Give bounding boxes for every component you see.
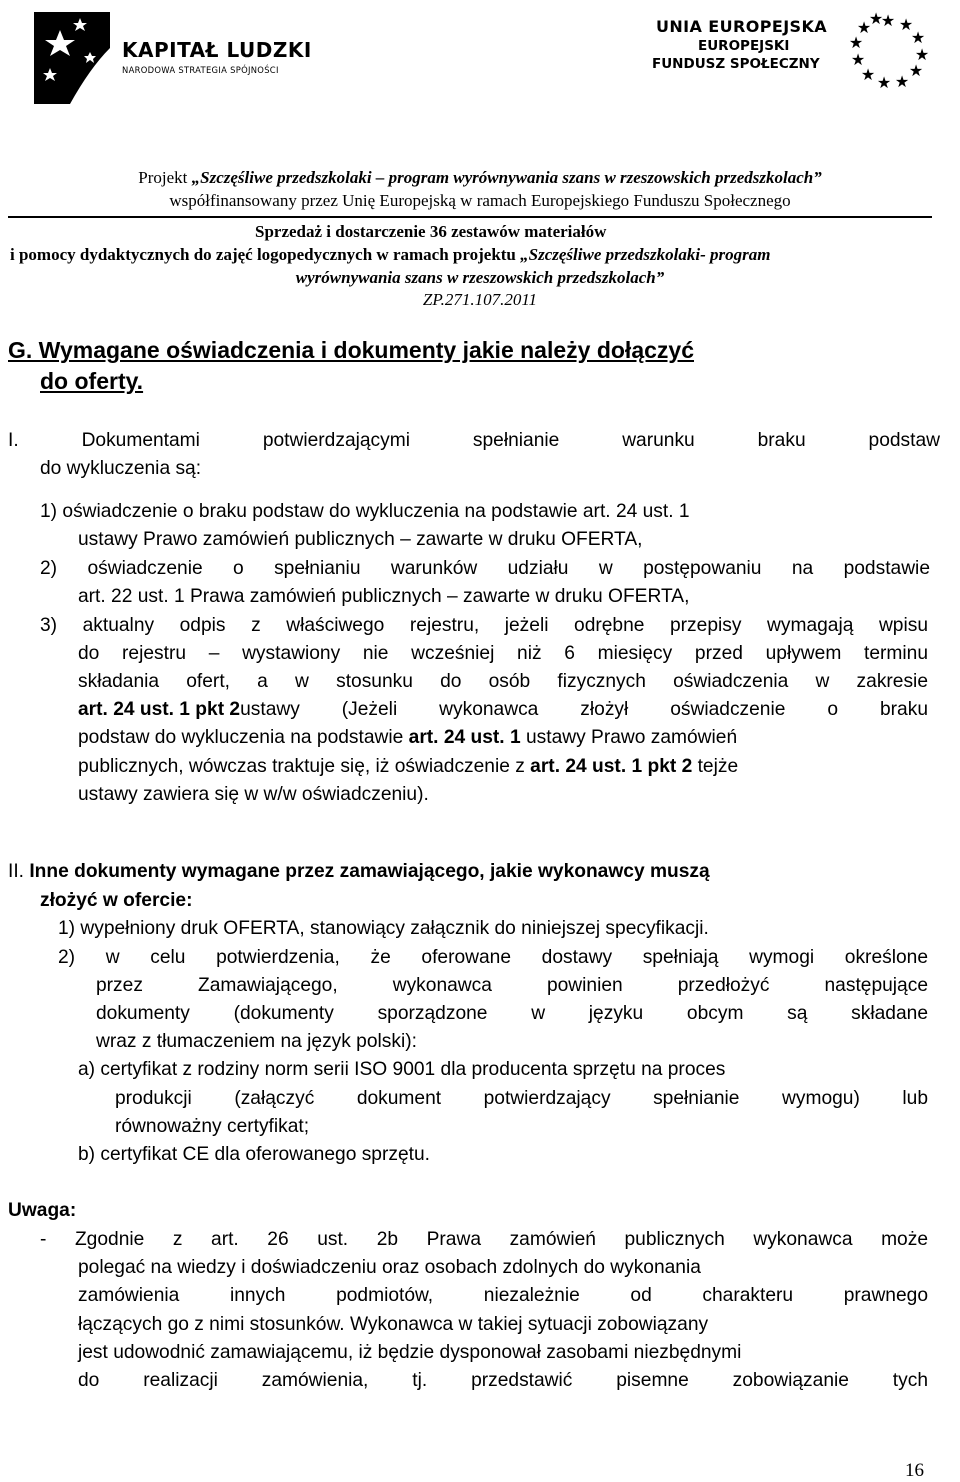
svg-text:★: ★ (848, 33, 864, 52)
svg-text:★: ★ (908, 61, 924, 80)
svg-text:★: ★ (910, 28, 926, 47)
part2-item2a-line3: równoważny certyfikat; (115, 1116, 310, 1137)
part2-item2-line4: wraz z tłumaczeniem na język polski): (96, 1031, 417, 1052)
svg-text:★: ★ (880, 11, 896, 30)
note-line6: do realizacji zamówienia, tj. przedstawić pisemne zobowiązanie tych (78, 1370, 928, 1391)
kapital-ludzki-logo (30, 8, 330, 108)
part1-item3-line4-text: ustawy (Jeżeli wykonawca złożył oświadczenie o braku (240, 699, 928, 720)
part1-item3-line5-text: podstaw do wykluczenia na podstawie (78, 727, 409, 748)
svg-text:★: ★ (860, 65, 876, 84)
part2-heading-text: Inne dokumenty wymagane przez zamawiającego, jakie wykonawcy muszą (29, 861, 710, 882)
header-divider (8, 216, 932, 218)
part1-item3-line6-text: publicznych, wówczas traktuje się, iż oświadczenie z (78, 756, 531, 777)
svg-text:★: ★ (898, 15, 914, 34)
project-title-line (0, 168, 960, 188)
subject-line-3: wyrównywania szans w rzeszowskich przedszkolach” (295, 268, 665, 287)
part2-item1: 1) wypełniony druk OFERTA, stanowiący załącznik do niniejszej specyfikacji. (58, 918, 709, 939)
subject-line-1: Sprzedaż i dostarczenie 36 zestawów materiałów (255, 222, 607, 241)
part1-item3-line5 (78, 727, 737, 749)
part2-heading-line2: złożyć w ofercie: (40, 890, 193, 911)
part1-item1-line2: ustawy Prawo zamówień publicznych – zawarte w druku OFERTA, (78, 529, 643, 550)
part2-item2-line3: dokumenty (dokumenty sporządzone w języku obcym są składane (96, 1003, 928, 1024)
part1-item3-line5-end: ustawy Prawo zamówień (520, 727, 738, 748)
subject-line-2 (10, 245, 770, 265)
part1-heading-line1: I. Dokumentami potwierdzającymi spełnianie warunku braku podstaw (8, 430, 940, 451)
note-line5: jest udowodnić zamawiającemu, iż będzie dysponował zasobami niezbędnymi (78, 1342, 742, 1363)
part1-item3-line1: 3) aktualny odpis z właściwego rejestru, jeżeli odrębne przepisy wymagają wpisu (40, 615, 928, 636)
case-number: ZP.271.107.2011 (422, 290, 538, 309)
note-line4: łączących go z nimi stosunków. Wykonawca w takiej sytuacji zobowiązany (78, 1314, 709, 1335)
subject-line-2-text: i pomocy dydaktycznych do zajęć logopedycznych w ramach projektu (10, 245, 521, 264)
cofinancing-line: współfinansowany przez Unię Europejską w ramach Europejskiego Funduszu Społecznego (169, 191, 791, 210)
part1-item1-line1 (40, 501, 690, 523)
svg-text:★: ★ (914, 45, 930, 64)
svg-text:★: ★ (850, 50, 866, 69)
part1-item2-ref: art. 22 ust. 1 (78, 586, 185, 607)
part2-item2a-line1: a) certyfikat z rodziny norm serii ISO 9001 dla producenta sprzętu na proces (78, 1059, 726, 1080)
project-prefix: Projekt (138, 168, 192, 187)
eu-logo (650, 10, 950, 100)
note-line3: zamówienia innych podmiotów, niezależnie od charakteru prawnego (78, 1285, 928, 1306)
eu-flag-stars-icon (838, 10, 938, 90)
eu-logo-line3: FUNDUSZ SPOŁECZNY (652, 56, 820, 72)
note-line1: - Zgodnie z art. 26 ust. 2b Prawa zamówień publicznych wykonawca może (40, 1229, 928, 1250)
part1-item2-line1: 2) oświadczenie o spełnianiu warunków udziału w postępowaniu na podstawie (40, 558, 930, 579)
part2-item2a-line2: produkcji (załączyć dokument potwierdzający spełnianie wymogu) lub (115, 1088, 928, 1109)
svg-text:★: ★ (876, 73, 892, 90)
part2-heading-line1 (8, 861, 710, 883)
project-name: „Szczęśliwe przedszkolaki – program wyrównywania szans w rzeszowskich przedszkolach” (191, 168, 822, 187)
logo-subtitle: NARODOWA STRATEGIA SPÓJNOŚCI (122, 65, 279, 75)
part1-item3-line7: ustawy zawiera się w w/w oświadczeniu). (78, 784, 429, 805)
part2-item2-line2: przez Zamawiającego, wykonawca powinien przedłożyć następujące (96, 975, 928, 996)
part1-item3-line6-end: tejże (692, 756, 739, 777)
subject-line-2-project: „Szczęśliwe przedszkolaki- program (520, 245, 771, 264)
section-g-title-line1: G. Wymagane oświadczenia i dokumenty jakie należy dołączyć (8, 337, 694, 363)
part2-item2b: b) certyfikat CE dla oferowanego sprzętu. (78, 1144, 430, 1165)
part1-item1-ref: art. 24 ust. 1 (582, 501, 690, 522)
part1-item3-ref1: art. 24 ust. 1 pkt 2 (78, 699, 241, 720)
part2-item2-line1: 2) w celu potwierdzenia, że oferowane dostawy spełniają wymogi określone (58, 947, 928, 968)
part1-item1-text: 1) oświadczenie o braku podstaw do wykluczenia na podstawie (40, 501, 583, 522)
section-g-title-line2: do oferty. (40, 368, 144, 394)
logo-title: KAPITAŁ LUDZKI (122, 38, 312, 62)
note-line2: polegać na wiedzy i doświadczeniu oraz osobach zdolnych do wykonania (78, 1257, 701, 1278)
part1-item3-line3: składania ofert, a w stosunku do osób fizycznych oświadczenia w zakresie (78, 671, 928, 692)
part1-item2-line2 (78, 586, 689, 608)
kapital-ludzki-emblem-icon (30, 8, 118, 108)
part1-item3-line4 (78, 699, 928, 721)
part1-heading-line2: do wykluczenia są: (40, 458, 202, 479)
part1-item3-ref2: art. 24 ust. 1 (408, 727, 521, 748)
eu-logo-line2: EUROPEJSKI (698, 38, 790, 54)
part1-item2-text: Prawa zamówień publicznych – zawarte w druku OFERTA, (184, 586, 690, 607)
svg-text:★: ★ (868, 10, 884, 28)
page-number: 16 (905, 1460, 924, 1481)
svg-text:★: ★ (894, 72, 910, 90)
part1-item3-ref3: art. 24 ust. 1 pkt 2 (530, 756, 693, 777)
part1-item3-line2: do rejestru – wystawiony nie wcześniej niż 6 miesięcy przed upływem terminu (78, 643, 928, 664)
part1-item3-line6 (78, 756, 738, 778)
part2-numeral: II. (8, 861, 30, 882)
svg-text:★: ★ (856, 18, 872, 37)
note-title: Uwaga: (8, 1200, 77, 1221)
eu-logo-line1: UNIA EUROPEJSKA (656, 17, 828, 36)
